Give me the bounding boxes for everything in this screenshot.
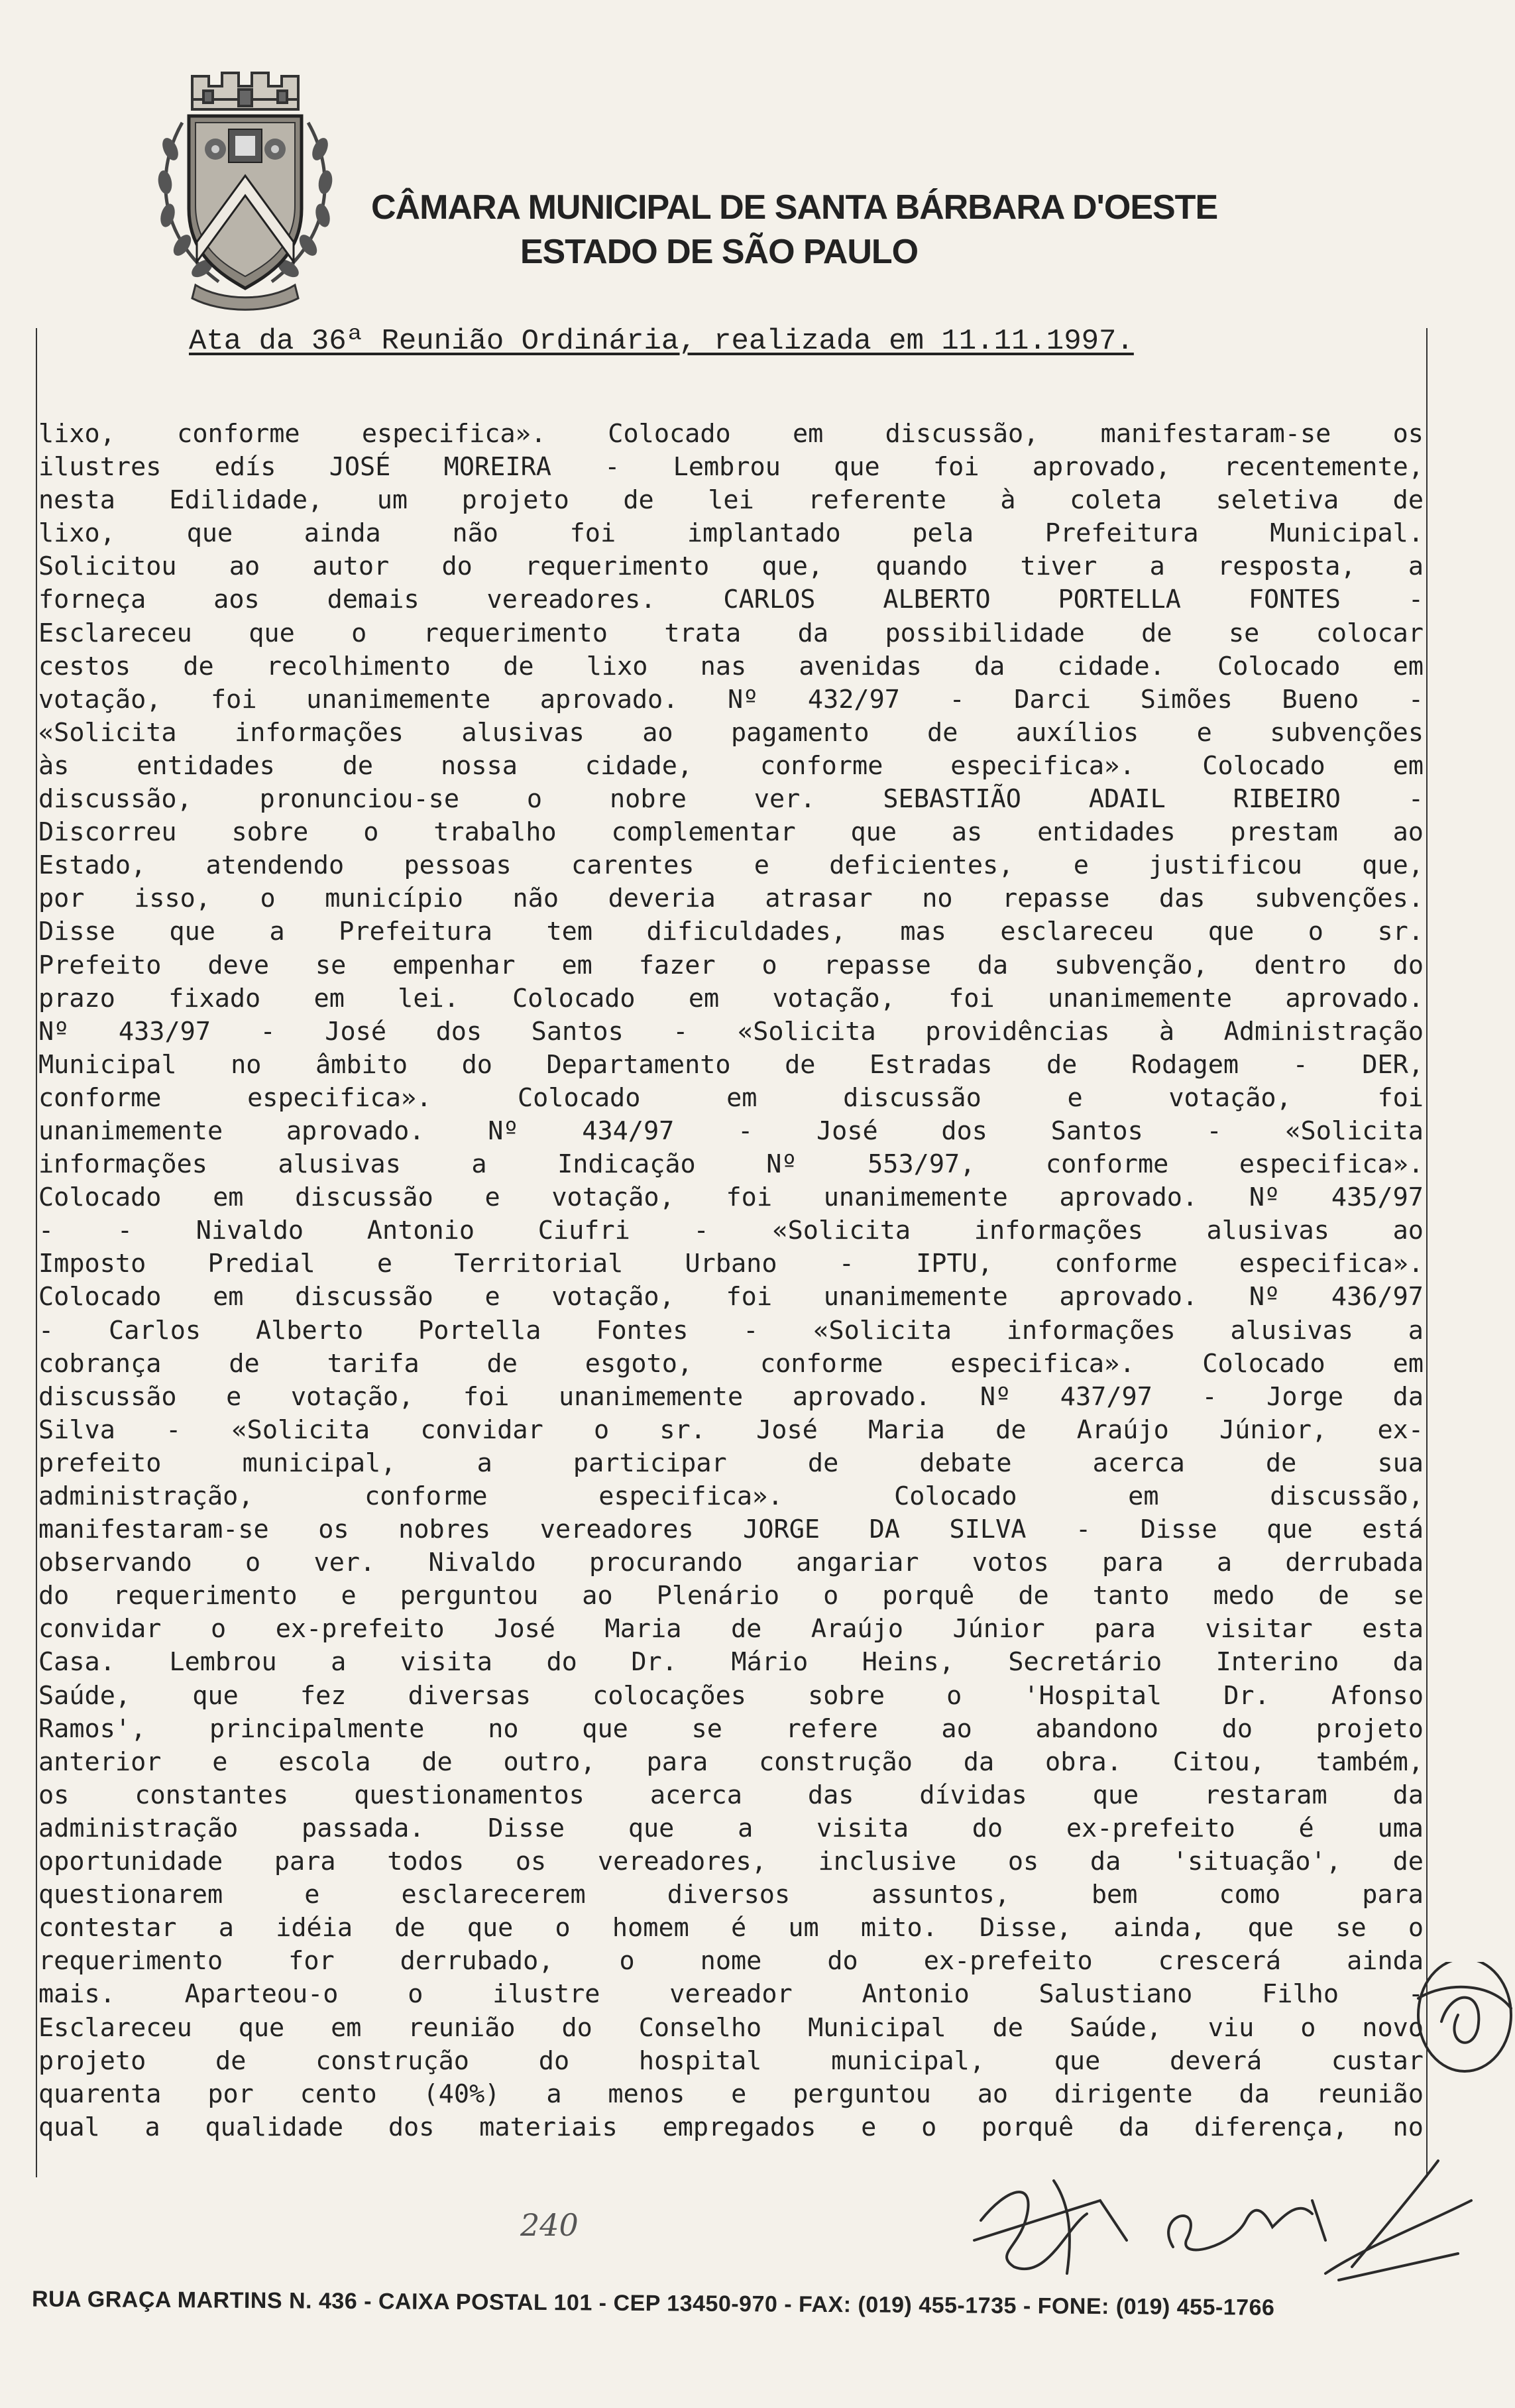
state-name: ESTADO DE SÃO PAULO bbox=[520, 233, 919, 271]
body-line: nesta Edilidade, um projeto de lei referente à coleta seletiva de bbox=[38, 485, 1424, 516]
body-line: Saúde, que fez diversas colocações sobre o 'Hospital Dr. Afonso bbox=[38, 1680, 1424, 1711]
footer-address: RUA GRAÇA MARTINS N. 436 - CAIXA POSTAL 101 - CEP 13450-970 - FAX: (019) 455-1735 - FONE: (019) 455-1766 bbox=[31, 2286, 1275, 2321]
body-line: qual a qualidade dos materiais empregados e o porquê da diferença, no bbox=[38, 2112, 1424, 2142]
body-line: questionarem e esclarecerem diversos assuntos, bem como para bbox=[38, 1880, 1424, 1910]
body-line: prefeito municipal, a participar de debate acerca de sua bbox=[38, 1448, 1424, 1478]
body-line: lixo, que ainda não foi implantado pela Prefeitura Municipal. bbox=[38, 518, 1424, 549]
body-line: - Carlos Alberto Portella Fontes - «Solicita informações alusivas a bbox=[38, 1315, 1424, 1346]
institution-name: CÂMARA MUNICIPAL DE SANTA BÁRBARA D'OESTE bbox=[371, 188, 1218, 227]
body-line: «Solicita informações alusivas ao pagamento de auxílios e subvenções bbox=[38, 717, 1424, 748]
page-number: 240 bbox=[520, 2207, 579, 2243]
body-line: observando o ver. Nivaldo procurando angariar votos para a derrubada bbox=[38, 1548, 1424, 1578]
body-line: votação, foi unanimemente aprovado. Nº 432/97 - Darci Simões Bueno - bbox=[38, 684, 1424, 715]
body-line: Silva - «Solicita convidar o sr. José Maria de Araújo Júnior, ex- bbox=[38, 1414, 1424, 1445]
municipal-coat-of-arms bbox=[156, 63, 335, 315]
right-margin-rule bbox=[1426, 328, 1428, 2177]
body-line: unanimemente aprovado. Nº 434/97 - José dos Santos - «Solicita bbox=[38, 1116, 1424, 1146]
body-line: requerimento for derrubado, o nome do ex-prefeito crescerá ainda bbox=[38, 1946, 1424, 1977]
body-line: conforme especifica». Colocado em discussão e votação, foi bbox=[38, 1082, 1424, 1113]
minutes-title: Ata da 36ª Reunião Ordinária, realizada em 11.11.1997. bbox=[189, 325, 1134, 358]
body-line: discussão, pronunciou-se o nobre ver. SEBASTIÃO ADAIL RIBEIRO - bbox=[38, 784, 1424, 815]
body-line: mais. Aparteou-o o ilustre vereador Antonio Salustiano Filho - bbox=[38, 1979, 1424, 2010]
body-line: manifestaram-se os nobres vereadores JORGE DA SILVA - Disse que está bbox=[38, 1515, 1424, 1545]
body-line: Nº 433/97 - José dos Santos - «Solicita providências à Administração bbox=[38, 1016, 1424, 1047]
body-line: do requerimento e perguntou ao Plenário o porquê de tanto medo de se bbox=[38, 1581, 1424, 1611]
body-line: por isso, o município não deveria atrasar no repasse das subvenções. bbox=[38, 884, 1424, 914]
body-line: Casa. Lembrou a visita do Dr. Mário Heins, Secretário Interino da bbox=[38, 1647, 1424, 1678]
body-line: os constantes questionamentos acerca das dívidas que restaram da bbox=[38, 1780, 1424, 1810]
body-line: forneça aos demais vereadores. CARLOS ALBERTO PORTELLA FONTES - bbox=[38, 585, 1424, 615]
body-line: Disse que a Prefeitura tem dificuldades, mas esclareceu que o sr. bbox=[38, 917, 1424, 947]
body-line: Estado, atendendo pessoas carentes e deficientes, e justificou que, bbox=[38, 850, 1424, 881]
body-line: Discorreu sobre o trabalho complementar que as entidades prestam ao bbox=[38, 817, 1424, 848]
body-line: Esclareceu que em reunião do Conselho Municipal de Saúde, viu o novo bbox=[38, 2012, 1424, 2043]
body-line: lixo, conforme especifica». Colocado em discussão, manifestaram-se os bbox=[38, 419, 1424, 449]
body-line: - - Nivaldo Antonio Ciufri - «Solicita informações alusivas ao bbox=[38, 1216, 1424, 1246]
body-line: administração passada. Disse que a visita do ex-prefeito é uma bbox=[38, 1813, 1424, 1843]
body-line: contestar a idéia de que o homem é um mito. Disse, ainda, que se o bbox=[38, 1913, 1424, 1943]
body-line: convidar o ex-prefeito José Maria de Araújo Júnior para visitar esta bbox=[38, 1614, 1424, 1644]
body-line: cestos de recolhimento de lixo nas avenidas da cidade. Colocado em bbox=[38, 651, 1424, 681]
body-line: projeto de construção do hospital municipal, que deverá custar bbox=[38, 2045, 1424, 2076]
body-line: oportunidade para todos os vereadores, inclusive os da 'situação', de bbox=[38, 1847, 1424, 1877]
body-line: às entidades de nossa cidade, conforme especifica». Colocado em bbox=[38, 750, 1424, 781]
body-line: Ramos', principalmente no que se refere ao abandono do projeto bbox=[38, 1713, 1424, 1744]
left-margin-rule bbox=[36, 328, 37, 2177]
signatures bbox=[954, 1962, 1515, 2307]
body-line: Colocado em discussão e votação, foi unanimemente aprovado. Nº 436/97 bbox=[38, 1282, 1424, 1312]
minutes-body bbox=[38, 418, 1424, 2144]
body-line: discussão e votação, foi unanimemente aprovado. Nº 437/97 - Jorge da bbox=[38, 1381, 1424, 1412]
body-line: Municipal no âmbito do Departamento de Estradas de Rodagem - DER, bbox=[38, 1049, 1424, 1080]
body-line: informações alusivas a Indicação Nº 553/97, conforme especifica». bbox=[38, 1149, 1424, 1180]
body-line: anterior e escola de outro, para construção da obra. Citou, também, bbox=[38, 1747, 1424, 1777]
body-line: quarenta por cento (40%) a menos e perguntou ao dirigente da reunião bbox=[38, 2079, 1424, 2109]
body-line: ilustres edís JOSÉ MOREIRA - Lembrou que foi aprovado, recentemente, bbox=[38, 452, 1424, 483]
body-line: Imposto Predial e Territorial Urbano - IPTU, conforme especifica». bbox=[38, 1249, 1424, 1279]
body-line: prazo fixado em lei. Colocado em votação, foi unanimemente aprovado. bbox=[38, 983, 1424, 1013]
body-line: Colocado em discussão e votação, foi unanimemente aprovado. Nº 435/97 bbox=[38, 1182, 1424, 1213]
body-line: administração, conforme especifica». Colocado em discussão, bbox=[38, 1481, 1424, 1511]
body-line: Solicitou ao autor do requerimento que, quando tiver a resposta, a bbox=[38, 551, 1424, 582]
body-line: Esclareceu que o requerimento trata da possibilidade de se colocar bbox=[38, 618, 1424, 648]
body-line: cobrança de tarifa de esgoto, conforme especifica». Colocado em bbox=[38, 1348, 1424, 1379]
body-line: Prefeito deve se empenhar em fazer o repasse da subvenção, dentro do bbox=[38, 950, 1424, 980]
